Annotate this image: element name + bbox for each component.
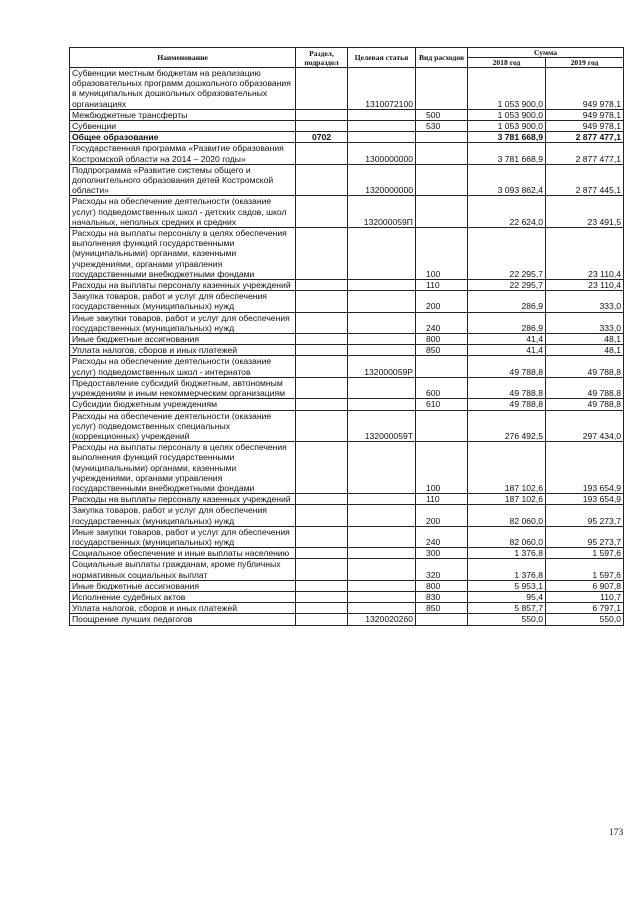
cell-article: 132000059Т [348, 410, 416, 442]
cell-article [348, 345, 416, 356]
cell-section [296, 228, 348, 280]
cell-name: Субвенции местным бюджетам на реализацию образовательных программ дошкольного образования в муниципальных дошкольных образовательных организациях [70, 68, 296, 110]
cell-expense-type: 800 [416, 580, 468, 591]
cell-expense-type: 240 [416, 526, 468, 547]
table-row [70, 334, 624, 345]
cell-sum-2019: 550,0 [546, 614, 624, 625]
table-row [70, 505, 624, 526]
cell-section [296, 559, 348, 580]
cell-article: 132000059П [348, 196, 416, 228]
cell-name: Расходы на обеспечение деятельности (оказание услуг) подведомственных специальных (коррекционных) учреждений [70, 410, 296, 442]
cell-article [348, 548, 416, 559]
header-name: Наименование [70, 48, 296, 68]
cell-sum-2019: 1 597,6 [546, 559, 624, 580]
cell-section [296, 312, 348, 333]
cell-expense-type: 800 [416, 334, 468, 345]
cell-sum-2018: 95,4 [468, 591, 546, 602]
cell-section [296, 109, 348, 120]
cell-article: 132000059Р [348, 356, 416, 377]
cell-sum-2018: 41,4 [468, 345, 546, 356]
cell-expense-type: 240 [416, 312, 468, 333]
cell-sum-2019: 49 788,8 [546, 356, 624, 377]
cell-sum-2018: 187 102,6 [468, 494, 546, 505]
header-row-1 [70, 48, 624, 58]
cell-sum-2019: 95 273,7 [546, 526, 624, 547]
cell-sum-2019: 949 978,1 [546, 121, 624, 132]
cell-name: Субсидии бюджетным учреждениям [70, 399, 296, 410]
cell-name: Государственная программа «Развитие образования Костромской области на 2014 – 2020 годы» [70, 143, 296, 164]
cell-sum-2019: 2 877 445,1 [546, 164, 624, 196]
cell-section [296, 291, 348, 312]
cell-name: Субвенции [70, 121, 296, 132]
cell-expense-type: 600 [416, 377, 468, 398]
cell-article [348, 377, 416, 398]
cell-sum-2018: 82 060,0 [468, 505, 546, 526]
cell-name: Расходы на выплаты персоналу в целях обеспечения выполнения функций государственными (муниципальными) органами, казенными учреждениями, органами управления государственными внебюджетными фондами [70, 228, 296, 280]
cell-section [296, 410, 348, 442]
cell-expense-type [416, 410, 468, 442]
cell-expense-type: 110 [416, 494, 468, 505]
cell-article [348, 494, 416, 505]
table-row [70, 410, 624, 442]
cell-sum-2018: 5 857,7 [468, 603, 546, 614]
cell-name: Закупка товаров, работ и услуг для обеспечения государственных (муниципальных) нужд [70, 505, 296, 526]
table-row [70, 280, 624, 291]
cell-sum-2018: 276 492,5 [468, 410, 546, 442]
table-row [70, 399, 624, 410]
cell-article: 1320000000 [348, 164, 416, 196]
cell-section [296, 196, 348, 228]
cell-article [348, 526, 416, 547]
cell-expense-type: 100 [416, 228, 468, 280]
table-row [70, 132, 624, 143]
cell-section [296, 356, 348, 377]
cell-sum-2018: 22 624,0 [468, 196, 546, 228]
cell-name: Расходы на обеспечение деятельности (оказание услуг) подведомственных школ - интернатов [70, 356, 296, 377]
cell-name: Общее образование [70, 132, 296, 143]
table-row [70, 494, 624, 505]
cell-expense-type [416, 132, 468, 143]
cell-sum-2018: 3 093 862,4 [468, 164, 546, 196]
cell-section [296, 614, 348, 625]
cell-sum-2019: 193 654,9 [546, 442, 624, 494]
cell-article: 1300000000 [348, 143, 416, 164]
header-sum: Сумма [468, 48, 624, 58]
table-row [70, 591, 624, 602]
cell-expense-type: 500 [416, 109, 468, 120]
cell-name: Иные бюджетные ассигнования [70, 334, 296, 345]
cell-section [296, 548, 348, 559]
cell-sum-2018: 286,9 [468, 291, 546, 312]
table-row [70, 68, 624, 110]
cell-expense-type [416, 196, 468, 228]
cell-section [296, 603, 348, 614]
cell-article [348, 591, 416, 602]
cell-sum-2018: 5 953,1 [468, 580, 546, 591]
cell-sum-2019: 23 110,4 [546, 228, 624, 280]
cell-section [296, 377, 348, 398]
cell-name: Исполнение судебных актов [70, 591, 296, 602]
cell-sum-2019: 23 491,5 [546, 196, 624, 228]
table-row [70, 196, 624, 228]
cell-sum-2018: 187 102,6 [468, 442, 546, 494]
cell-article [348, 442, 416, 494]
cell-sum-2018: 3 781 668,9 [468, 132, 546, 143]
cell-section [296, 121, 348, 132]
cell-expense-type: 200 [416, 505, 468, 526]
cell-expense-type: 530 [416, 121, 468, 132]
cell-expense-type: 320 [416, 559, 468, 580]
cell-expense-type: 850 [416, 603, 468, 614]
cell-sum-2018: 1 053 900,0 [468, 109, 546, 120]
cell-name: Уплата налогов, сборов и иных платежей [70, 603, 296, 614]
cell-expense-type: 850 [416, 345, 468, 356]
header-article: Целевая статья [348, 48, 416, 68]
cell-article: 1320020260 [348, 614, 416, 625]
cell-sum-2019: 6 907,8 [546, 580, 624, 591]
cell-section: 0702 [296, 132, 348, 143]
cell-sum-2018: 82 060,0 [468, 526, 546, 547]
header-expense-type: Вид расходов [416, 48, 468, 68]
cell-article [348, 399, 416, 410]
cell-sum-2019: 333,0 [546, 291, 624, 312]
cell-article [348, 603, 416, 614]
cell-sum-2019: 110,7 [546, 591, 624, 602]
table-row [70, 345, 624, 356]
table-row [70, 109, 624, 120]
cell-sum-2019: 48,1 [546, 334, 624, 345]
cell-name: Расходы на выплаты персоналу казенных учреждений [70, 494, 296, 505]
cell-article [348, 334, 416, 345]
cell-name: Расходы на выплаты персоналу казенных учреждений [70, 280, 296, 291]
table-row [70, 614, 624, 625]
cell-name: Расходы на обеспечение деятельности (оказание услуг) подведомственных школ - детских садов, школ начальных, неполных средних и средних [70, 196, 296, 228]
header-section: Раздел, подраздел [296, 48, 348, 68]
cell-section [296, 68, 348, 110]
cell-sum-2019: 297 434,0 [546, 410, 624, 442]
cell-sum-2019: 2 877 477,1 [546, 132, 624, 143]
cell-section [296, 345, 348, 356]
cell-expense-type [416, 143, 468, 164]
cell-name: Уплата налогов, сборов и иных платежей [70, 345, 296, 356]
table-row [70, 312, 624, 333]
cell-section [296, 591, 348, 602]
table-row [70, 143, 624, 164]
cell-expense-type [416, 164, 468, 196]
cell-section [296, 143, 348, 164]
cell-article [348, 228, 416, 280]
table-row [70, 121, 624, 132]
cell-article [348, 291, 416, 312]
cell-name: Социальное обеспечение и иные выплаты населению [70, 548, 296, 559]
cell-sum-2019: 48,1 [546, 345, 624, 356]
cell-sum-2019: 95 273,7 [546, 505, 624, 526]
cell-expense-type [416, 356, 468, 377]
cell-sum-2018: 1 376,8 [468, 548, 546, 559]
cell-article [348, 505, 416, 526]
cell-sum-2018: 22 295,7 [468, 280, 546, 291]
cell-article: 1310072100 [348, 68, 416, 110]
table-row [70, 356, 624, 377]
cell-sum-2018: 1 376,8 [468, 559, 546, 580]
cell-sum-2018: 1 053 900,0 [468, 121, 546, 132]
cell-sum-2018: 41,4 [468, 334, 546, 345]
cell-sum-2018: 286,9 [468, 312, 546, 333]
cell-section [296, 334, 348, 345]
table-row [70, 559, 624, 580]
table-row [70, 164, 624, 196]
table-body [70, 68, 624, 626]
cell-sum-2018: 3 781 668,9 [468, 143, 546, 164]
cell-sum-2019: 49 788,8 [546, 399, 624, 410]
table-row [70, 291, 624, 312]
table-row [70, 548, 624, 559]
table-row [70, 442, 624, 494]
header-year-2019: 2019 год [546, 58, 624, 68]
cell-expense-type: 200 [416, 291, 468, 312]
cell-sum-2019: 333,0 [546, 312, 624, 333]
cell-sum-2019: 1 597,6 [546, 548, 624, 559]
cell-expense-type: 110 [416, 280, 468, 291]
cell-name: Поощрение лучших педагогов [70, 614, 296, 625]
cell-name: Иные закупки товаров, работ и услуг для обеспечения государственных (муниципальных) нужд [70, 526, 296, 547]
cell-section [296, 442, 348, 494]
cell-name: Подпрограмма «Развитие системы общего и дополнительного образования детей Костромской области» [70, 164, 296, 196]
table-row [70, 580, 624, 591]
cell-sum-2018: 49 788,8 [468, 356, 546, 377]
header-year-2018: 2018 год [468, 58, 546, 68]
cell-section [296, 280, 348, 291]
cell-name: Закупка товаров, работ и услуг для обеспечения государственных (муниципальных) нужд [70, 291, 296, 312]
cell-sum-2018: 22 295,7 [468, 228, 546, 280]
cell-expense-type: 610 [416, 399, 468, 410]
cell-article [348, 132, 416, 143]
table-row [70, 377, 624, 398]
cell-section [296, 526, 348, 547]
cell-name: Иные бюджетные ассигнования [70, 580, 296, 591]
cell-article [348, 109, 416, 120]
cell-expense-type: 300 [416, 548, 468, 559]
table-row [70, 526, 624, 547]
cell-sum-2019: 2 877 477,1 [546, 143, 624, 164]
cell-name: Иные закупки товаров, работ и услуг для обеспечения государственных (муниципальных) нужд [70, 312, 296, 333]
cell-section [296, 164, 348, 196]
budget-table [69, 47, 624, 626]
cell-section [296, 494, 348, 505]
cell-expense-type: 100 [416, 442, 468, 494]
cell-name: Межбюджетные трансферты [70, 109, 296, 120]
cell-sum-2019: 193 654,9 [546, 494, 624, 505]
cell-name: Расходы на выплаты персоналу в целях обеспечения выполнения функций государственными (муниципальными) органами, казенными учреждениями, органами управления государственными внебюджетными фондами [70, 442, 296, 494]
cell-article [348, 559, 416, 580]
cell-section [296, 505, 348, 526]
table-row [70, 603, 624, 614]
cell-name: Социальные выплаты гражданам, кроме публичных нормативных социальных выплат [70, 559, 296, 580]
page-number: 173 [609, 828, 624, 838]
cell-sum-2018: 1 053 900,0 [468, 68, 546, 110]
cell-section [296, 399, 348, 410]
cell-article [348, 580, 416, 591]
cell-sum-2019: 23 110,4 [546, 280, 624, 291]
table-row [70, 228, 624, 280]
cell-sum-2019: 6 797,1 [546, 603, 624, 614]
cell-expense-type [416, 68, 468, 110]
cell-sum-2018: 49 788,8 [468, 377, 546, 398]
cell-sum-2018: 49 788,8 [468, 399, 546, 410]
cell-expense-type: 830 [416, 591, 468, 602]
cell-section [296, 580, 348, 591]
cell-article [348, 121, 416, 132]
cell-sum-2019: 49 788,8 [546, 377, 624, 398]
cell-sum-2019: 949 978,1 [546, 109, 624, 120]
cell-expense-type [416, 614, 468, 625]
cell-sum-2018: 550,0 [468, 614, 546, 625]
cell-sum-2019: 949 978,1 [546, 68, 624, 110]
cell-article [348, 280, 416, 291]
cell-name: Предоставление субсидий бюджетным, автономным учреждениям и иным некоммерческим организациям [70, 377, 296, 398]
cell-article [348, 312, 416, 333]
